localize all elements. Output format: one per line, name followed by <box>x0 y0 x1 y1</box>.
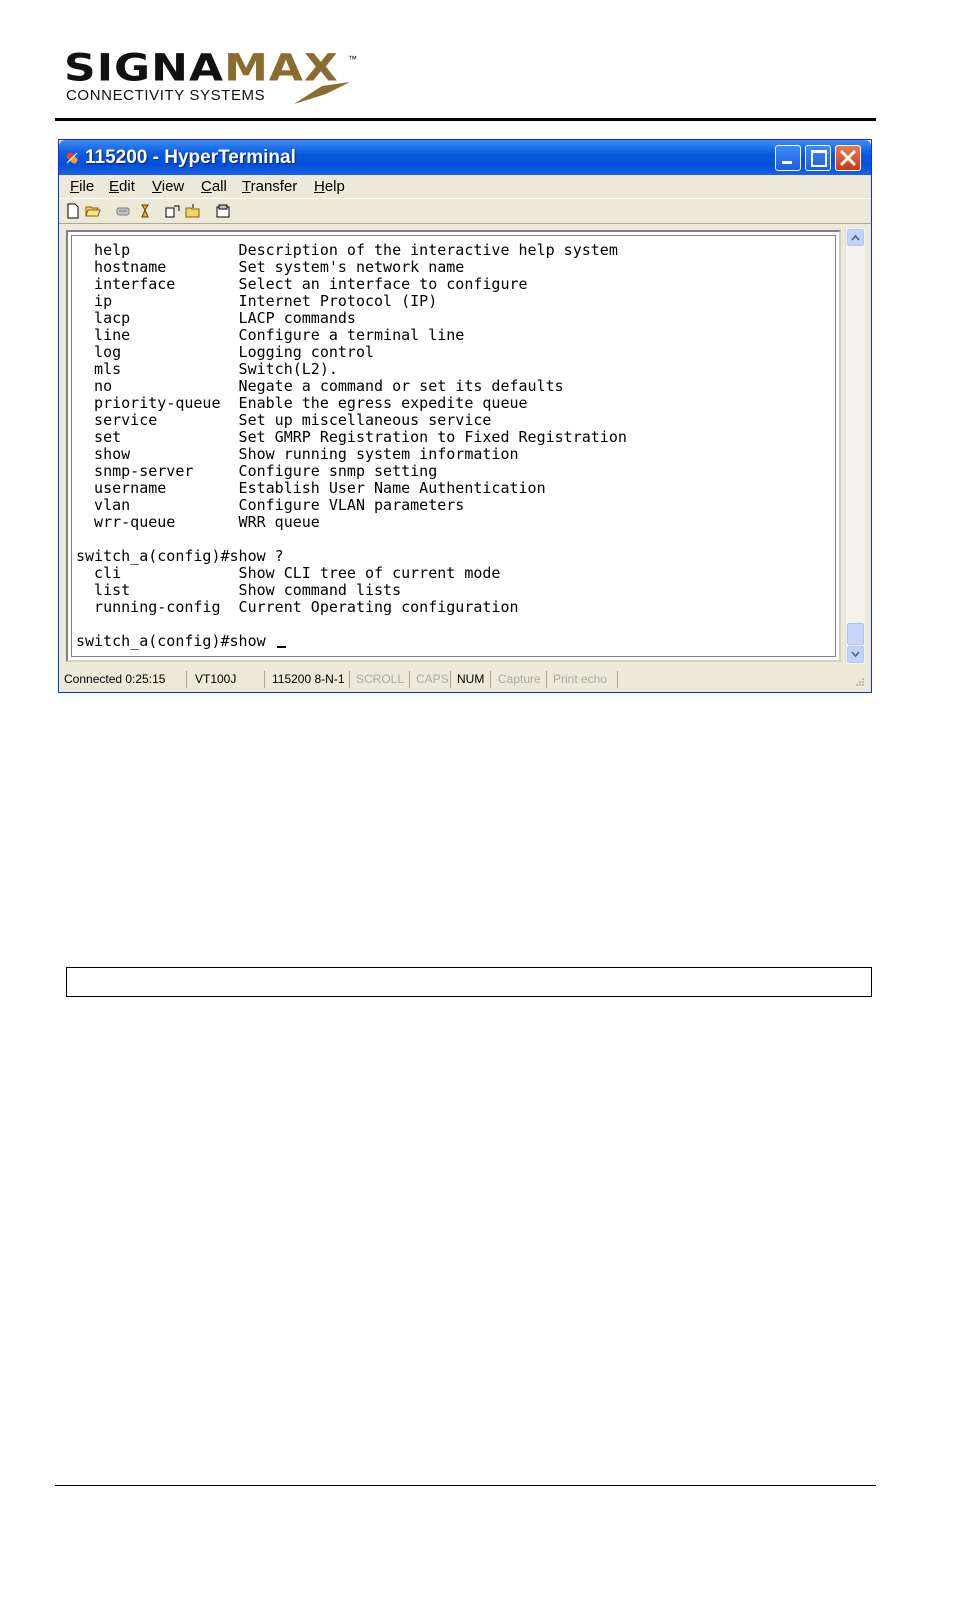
status-bar <box>59 669 871 691</box>
status-print-echo: Print echo <box>553 672 608 686</box>
logo-swoosh-icon <box>292 80 352 106</box>
maximize-icon <box>811 150 827 167</box>
minimize-button[interactable] <box>775 145 801 171</box>
status-emulation: VT100J <box>195 672 237 686</box>
hyperterminal-window <box>58 139 872 693</box>
chevron-down-icon <box>851 651 860 658</box>
empty-caption-box <box>66 967 872 997</box>
menu-bar <box>59 176 871 198</box>
toolbar <box>59 198 871 224</box>
close-button[interactable] <box>835 145 861 171</box>
status-num: NUM <box>457 672 485 686</box>
chevron-up-icon <box>851 234 860 241</box>
scroll-thumb[interactable] <box>847 623 864 645</box>
terminal-prompt: switch_a(config)#show <box>76 632 275 650</box>
disconnect-icon[interactable] <box>115 203 131 219</box>
status-caps: CAPS <box>416 672 449 686</box>
logo-tagline: CONNECTIVITY SYSTEMS <box>66 87 266 104</box>
scroll-up-button[interactable] <box>847 229 864 246</box>
properties-icon[interactable] <box>137 203 153 219</box>
receive-icon[interactable] <box>185 203 201 219</box>
vertical-scrollbar[interactable] <box>845 228 865 664</box>
menu-help[interactable]: Help <box>314 178 345 195</box>
maximize-button[interactable] <box>805 145 831 171</box>
send-icon[interactable] <box>165 203 181 219</box>
close-icon <box>836 146 860 170</box>
menu-file[interactable]: File <box>70 178 95 195</box>
window-title: 115200 - HyperTerminal <box>85 147 296 168</box>
resize-grip-icon[interactable] <box>855 677 865 687</box>
logo-wordmark: SIGNAMAX <box>64 46 339 90</box>
status-connected: Connected 0:25:15 <box>64 672 166 686</box>
terminal-output[interactable] <box>76 242 627 650</box>
title-bar[interactable] <box>59 140 871 175</box>
status-capture: Capture <box>498 672 541 686</box>
open-icon[interactable] <box>85 203 101 219</box>
hyperterminal-app-icon[interactable] <box>65 151 79 165</box>
status-scroll: SCROLL <box>356 672 405 686</box>
menu-edit[interactable]: Edit <box>109 178 135 195</box>
terminal-area[interactable] <box>66 230 841 662</box>
header-rule <box>55 118 876 121</box>
minimize-icon <box>782 161 792 164</box>
status-settings: 115200 8-N-1 <box>272 672 345 686</box>
signamax-logo <box>64 46 364 110</box>
scroll-down-button[interactable] <box>847 646 864 663</box>
menu-transfer[interactable]: Transfer <box>242 178 298 195</box>
menu-view[interactable]: View <box>152 178 185 195</box>
terminal-cursor <box>277 646 286 648</box>
capture-icon[interactable] <box>215 203 231 219</box>
new-icon[interactable] <box>65 203 81 219</box>
menu-call[interactable]: Call <box>201 178 227 195</box>
terminal-lines: help Description of the interactive help system hostname Set system's network name interface Select an interface to configure ip Internet Protocol (IP) lacp LACP commands line Configure a terminal line log Logging control mls Switch(L2). no Negate a command or set its defaults priority-queue Enable the egress expedite queue service Set up miscellaneous service set Set GMRP Registration to Fixed Registration show Show running system information snmp-server Configure snmp setting username Establish User Name Authentication vlan Configure VLAN parameters wrr-queue WRR queue switch_a(config)#show ? cli Show CLI tree of current mode list Show command lists running-config Current Operating configuration <box>76 241 627 616</box>
logo-trademark: ™ <box>348 54 357 64</box>
footer-rule <box>55 1485 876 1486</box>
